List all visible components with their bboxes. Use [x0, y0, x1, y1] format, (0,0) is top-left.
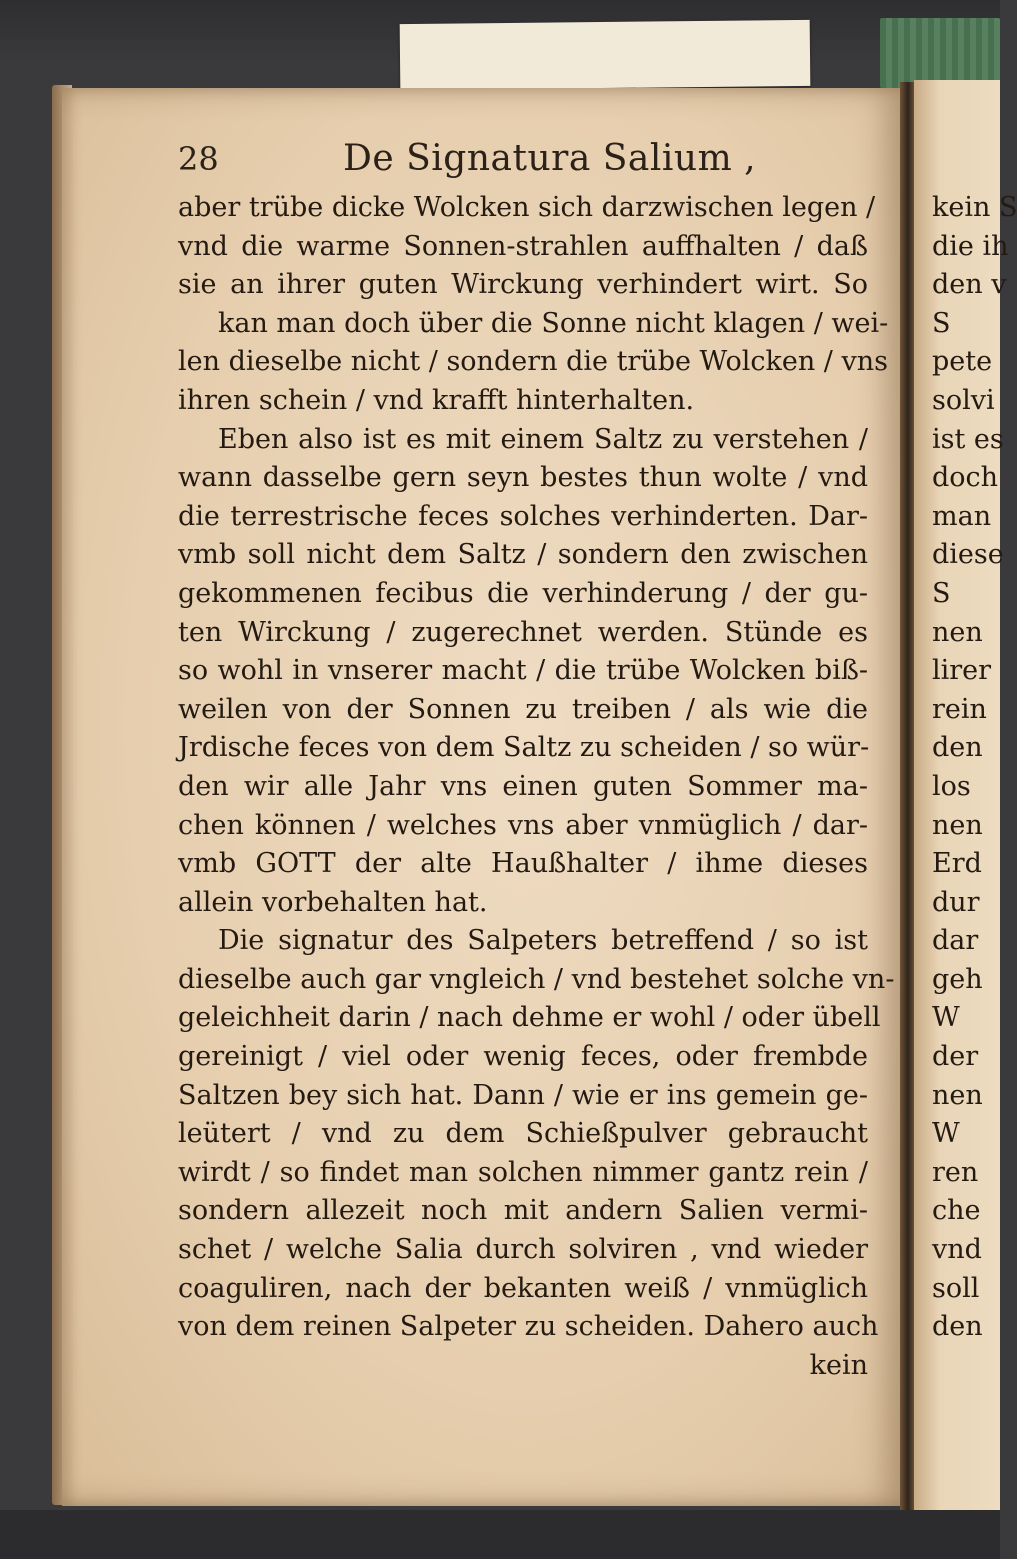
text-line: ten Wirckung / zugerechnet werden. Stünde es [178, 616, 868, 648]
facing-line: nen [932, 809, 983, 841]
text-line: leütert / vnd zu dem Schießpulver gebraucht [178, 1118, 868, 1150]
facing-line: W [932, 1002, 960, 1034]
facing-line: che [932, 1195, 981, 1227]
page-number: 28 [178, 140, 219, 178]
facing-line: S [932, 577, 951, 609]
facing-line: Erd [932, 848, 982, 880]
facing-line: rein [932, 693, 987, 725]
facing-line: ren [932, 1156, 979, 1188]
facing-line: geh [932, 963, 983, 995]
facing-line: los [932, 770, 971, 802]
text-line: Jrdische feces von dem Saltz zu scheiden / so wür- [178, 732, 870, 764]
page-header [178, 134, 878, 184]
facing-line: lirer [932, 655, 992, 687]
text-line: schet / welche Salia durch solviren , vnd wieder [178, 1234, 868, 1266]
text-line: ihren schein / vnd krafft hinterhalten. [178, 384, 695, 416]
facing-line: vnd [932, 1234, 982, 1266]
text-line: vmb GOTT der alte Haußhalter / ihme dieses [178, 848, 868, 880]
text-line: gereinigt / viel oder wenig feces, oder frembde [178, 1041, 868, 1073]
facing-line: S [932, 307, 951, 339]
facing-line: man [932, 500, 992, 532]
text-line: aber trübe dicke Wolcken sich darzwischen legen / [178, 192, 876, 223]
paragraph-start: Eben also ist es mit einem Saltz zu verstehen / [218, 423, 868, 455]
catchword: kein [809, 1349, 868, 1381]
facing-page-text [932, 189, 1017, 1347]
facing-line: die ih [932, 230, 1009, 262]
facing-line: dur [932, 886, 980, 918]
facing-line: doch [932, 462, 999, 494]
facing-line: soll [932, 1272, 980, 1304]
facing-line: diese [932, 539, 1004, 571]
facing-line: dar [932, 925, 979, 957]
text-line: vnd die warme Sonnen-strahlen auffhalten / daß [178, 230, 868, 262]
paragraph-start: Die signatur des Salpeters betreffend / so ist [218, 925, 868, 957]
text-line: allein vorbehalten hat. [178, 886, 488, 918]
text-line: wirdt / so findet man solchen nimmer gantz rein / [178, 1156, 868, 1188]
facing-line: nen [932, 1079, 983, 1111]
facing-line: den [932, 732, 983, 764]
text-line: von dem reinen Salpeter zu scheiden. Dahero auch [178, 1311, 879, 1343]
text-line: sondern allezeit noch mit andern Salien vermi- [178, 1195, 868, 1227]
facing-line: kein S [932, 192, 1017, 223]
facing-line: W [932, 1118, 960, 1150]
paper-tab [400, 20, 811, 90]
text-line: so wohl in vnserer macht / die trübe Wolcken biß- [178, 655, 868, 687]
text-line: coaguliren, nach der bekanten weiß / vnmüglich [178, 1272, 868, 1304]
text-line: kan man doch über die Sonne nicht klagen / wei- [218, 307, 889, 339]
text-line: geleichheit darin / nach dehme er wohl / oder übell [178, 1002, 881, 1034]
running-title: De Signatura Salium , [343, 138, 757, 179]
text-line: den wir alle Jahr vns einen guten Sommer ma- [178, 770, 868, 802]
facing-line: den v [932, 269, 1007, 301]
facing-line: ist es [932, 423, 1004, 455]
text-line: vmb soll nicht dem Saltz / sondern den zwischen [178, 539, 868, 571]
facing-line: pete [932, 346, 993, 378]
text-line: len dieselbe nicht / sondern die trübe Wolcken / vns [178, 346, 888, 378]
body-text [178, 189, 895, 1385]
facing-line: nen [932, 616, 983, 648]
book-spine-strip [880, 18, 1000, 88]
text-line: Saltzen bey sich hat. Dann / wie er ins gemein ge- [178, 1079, 868, 1111]
text-line: wann dasselbe gern seyn bestes thun wolte / vnd [178, 462, 868, 494]
facing-line: solvi [932, 384, 995, 416]
text-line: die terrestrische feces solches verhinderten. Dar- [178, 500, 868, 532]
background-cloth-bottom [0, 1510, 1000, 1559]
text-line: dieselbe auch gar vngleich / vnd bestehet solche vn- [178, 963, 895, 995]
facing-line: der [932, 1041, 979, 1073]
text-line: gekommenen fecibus die verhinderung / der gu- [178, 577, 868, 609]
text-line: chen können / welches vns aber vnmüglich / dar- [178, 809, 868, 841]
text-line: weilen von der Sonnen zu treiben / als wie die [178, 693, 868, 725]
text-line: sie an ihrer guten Wirckung verhindert wirt. So [178, 269, 868, 301]
facing-line: den [932, 1311, 983, 1343]
